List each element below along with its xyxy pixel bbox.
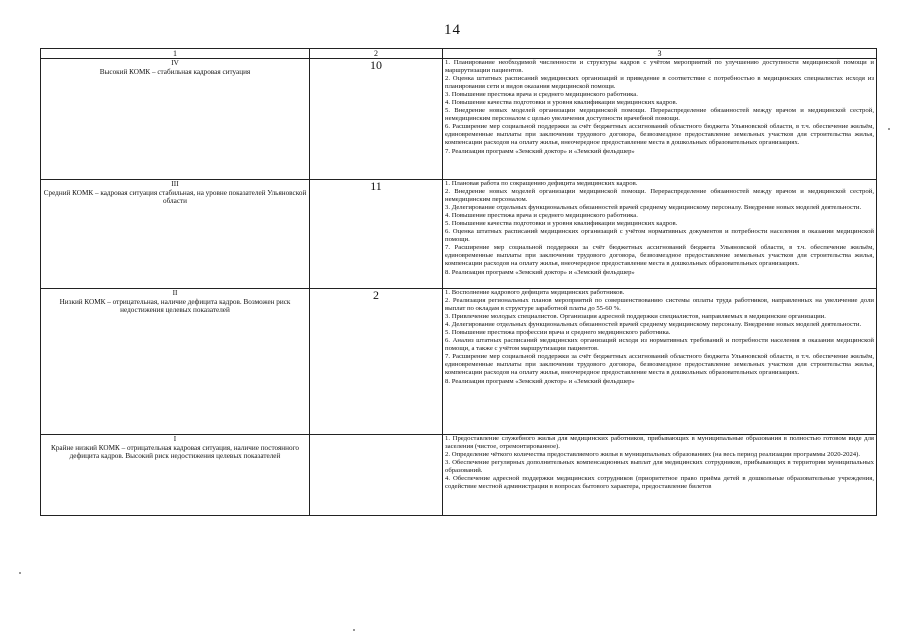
measures-cell bbox=[443, 435, 877, 516]
level-cell bbox=[41, 435, 310, 516]
measure-item: 1. Плановая работа по сокращению дефицита медицинских кадров. bbox=[445, 180, 638, 187]
measure-item: 2. Внедрение новых моделей организации медицинской помощи. Перераспределение обязанностей между врачом и медицинской сестрой, немедицинским персоналом. bbox=[445, 188, 874, 204]
scan-speck bbox=[888, 128, 890, 130]
measure-item: 8. Реализация программ «Земский доктор» и «Земский фельдшер» bbox=[445, 268, 635, 276]
level-cell bbox=[41, 289, 310, 435]
measure-item: 4. Повышение престижа врача и среднего медицинского работника. bbox=[445, 212, 638, 220]
scan-speck bbox=[353, 629, 355, 631]
table-row bbox=[41, 59, 877, 180]
measure-item: 4. Обеспечение адресной поддержки медицинских сотрудников (приоритетное право приёма детей в дошкольные образовательные учреждения, содействие местной администрации в вопросах бытового характера, предоставление билетов bbox=[445, 475, 874, 491]
measure-item: 6. Оценка штатных расписаний медицинских организаций с учётом нормативных документов и потребности населения в оказании медицинской помощи. bbox=[445, 228, 874, 244]
measure-item: 7. Реализация программ «Земский доктор» и «Земский фельдшер» bbox=[445, 147, 635, 155]
measure-item: 7. Расширение мер социальной поддержки за счёт бюджетных ассигнований областного бюджета Ульяновской области, в т.ч. обеспечение жильём, единовременные выплаты при заключении трудового договора, безвозмездное предоставление земельных участков для строительства жилья, компенсации расходов на оплату жилья, внеочередное предоставление места в дошкольных образовательных организациях. bbox=[445, 353, 874, 377]
level-description: Средний КОМК – кадровая ситуация стабильная, на уровне показателей Ульяновской области bbox=[43, 188, 307, 206]
table-row bbox=[41, 289, 877, 435]
level-description: Высокий КОМК – стабильная кадровая ситуация bbox=[99, 67, 251, 76]
level-roman-numeral: II bbox=[172, 289, 178, 297]
measure-item: 3. Обеспечение регулярных дополнительных компенсационных выплат для медицинских сотрудников, прибывающих в территории муниципальных образований. bbox=[445, 459, 874, 475]
page-number: 14 bbox=[444, 22, 461, 38]
value-cell: 11 bbox=[310, 180, 443, 289]
measures-cell bbox=[443, 180, 877, 289]
measure-item: 1. Восполнение кадрового дефицита медицинских работников. bbox=[445, 289, 625, 296]
measure-item: 5. Внедрение новых моделей организации медицинской помощи. Перераспределение обязанностей между врачом и медицинской сестрой, немедицинским персоналом с целью увеличения доступности врачебной помощи. bbox=[445, 107, 874, 123]
measure-item: 4. Делегирование отдельных функциональных обязанностей врачей среднему медицинскому персоналу. Внедрение новых моделей деятельности. bbox=[445, 321, 862, 329]
level-roman-numeral: IV bbox=[171, 59, 179, 67]
measure-item: 3. Повышение престижа врача и среднего медицинского работника. bbox=[445, 91, 638, 99]
column-header-1: 1 bbox=[41, 49, 310, 59]
measure-item: 8. Реализация программ «Земский доктор» и «Земский фельдшер» bbox=[445, 377, 635, 385]
measure-item: 2. Оценка штатных расписаний медицинских организаций и приведение в соответствие с потребностью в медицинских специалистах исходя из планирования сети и видов оказания медицинской помощи. bbox=[445, 75, 874, 91]
measure-item: 1. Предоставление служебного жилья для медицинских работников, прибывающих в муниципальные образования в полностью готовом виде для заселения (чистое, отремонтированное). bbox=[445, 435, 874, 451]
measure-item: 7. Расширение мер социальной поддержки за счёт бюджетных ассигнований бюджета Ульяновской области, в т.ч. обеспечение жильём, единовременные выплаты при заключении трудового договора, безвозмездное предоставление земельных участков для строительства жилья, компенсации расходов на оплату жилья, внеочередное предоставление места в дошкольных образовательных организациях. bbox=[445, 244, 874, 268]
column-header-2: 2 bbox=[310, 49, 443, 59]
level-cell bbox=[41, 59, 310, 180]
level-roman-numeral: I bbox=[173, 435, 177, 443]
column-header-3: 3 bbox=[443, 49, 877, 59]
staffing-measures-table bbox=[40, 48, 877, 516]
measure-item: 6. Расширение мер социальной поддержки за счёт бюджетных ассигнований областного бюджета Ульяновской области, в т.ч. обеспечение жильём, единовременные выплаты при заключении трудового договора, безвозмездное предоставление земельных участков для строительства жилья, компенсации расходов на оплату жилья, внеочередное предоставление места в дошкольных образовательных организациях. bbox=[445, 123, 874, 147]
table-header-row bbox=[41, 49, 877, 59]
measure-item: 6. Анализ штатных расписаний медицинских организаций исходя из нормативных требований и потребности населения в оказании медицинской помощи, а также с учётом маршрутизации пациентов. bbox=[445, 337, 874, 353]
measure-item: 2. Реализация региональных планов мероприятий по совершенствованию системы оплаты труда работников, направленных на увеличение доли выплат по окладам в структуре заработной платы до 55-60 %. bbox=[445, 297, 874, 313]
table-row bbox=[41, 180, 877, 289]
table-row bbox=[41, 435, 877, 516]
measure-item: 5. Повышение престижа профессии врача и среднего медицинского работника. bbox=[445, 329, 671, 337]
value-cell: 2 bbox=[310, 289, 443, 435]
level-description: Крайне низкий КОМК – отрицательная кадровая ситуация, наличие постоянного дефицита кадров. Высокий риск недостижения целевых показателей bbox=[51, 443, 299, 461]
level-cell bbox=[41, 180, 310, 289]
measure-item: 3. Делегирование отдельных функциональных обязанностей врачей среднему медицинскому персоналу. Внедрение новых моделей деятельности. bbox=[445, 204, 862, 212]
value-cell bbox=[310, 435, 443, 516]
measure-item: 2. Определение чёткого количества предоставляемого жилья в муниципальных образованиях (на весь период реализации программы 2020-2024). bbox=[445, 451, 861, 459]
measure-item: 4. Повышение качества подготовки и уровня квалификации медицинских кадров. bbox=[445, 99, 678, 107]
measures-cell bbox=[443, 289, 877, 435]
value-cell: 10 bbox=[310, 59, 443, 180]
measures-cell bbox=[443, 59, 877, 180]
scan-speck bbox=[19, 572, 21, 574]
measure-item: 3. Привлечение молодых специалистов. Организация адресной поддержки специалистов, направляемых в медицинские организации. bbox=[445, 313, 826, 321]
level-description: Низкий КОМК – отрицательная, наличие дефицита кадров. Возможен риск недостижения целевых показателей bbox=[59, 297, 291, 315]
level-roman-numeral: III bbox=[171, 180, 179, 188]
measure-item: 1. Планирование необходимой численности и структуры кадров с учётом мероприятий по улучшению доступности медицинской помощи и маршрутизации пациентов. bbox=[445, 59, 874, 75]
measure-item: 5. Повышение качества подготовки и уровня квалификации медицинских кадров. bbox=[445, 220, 678, 228]
